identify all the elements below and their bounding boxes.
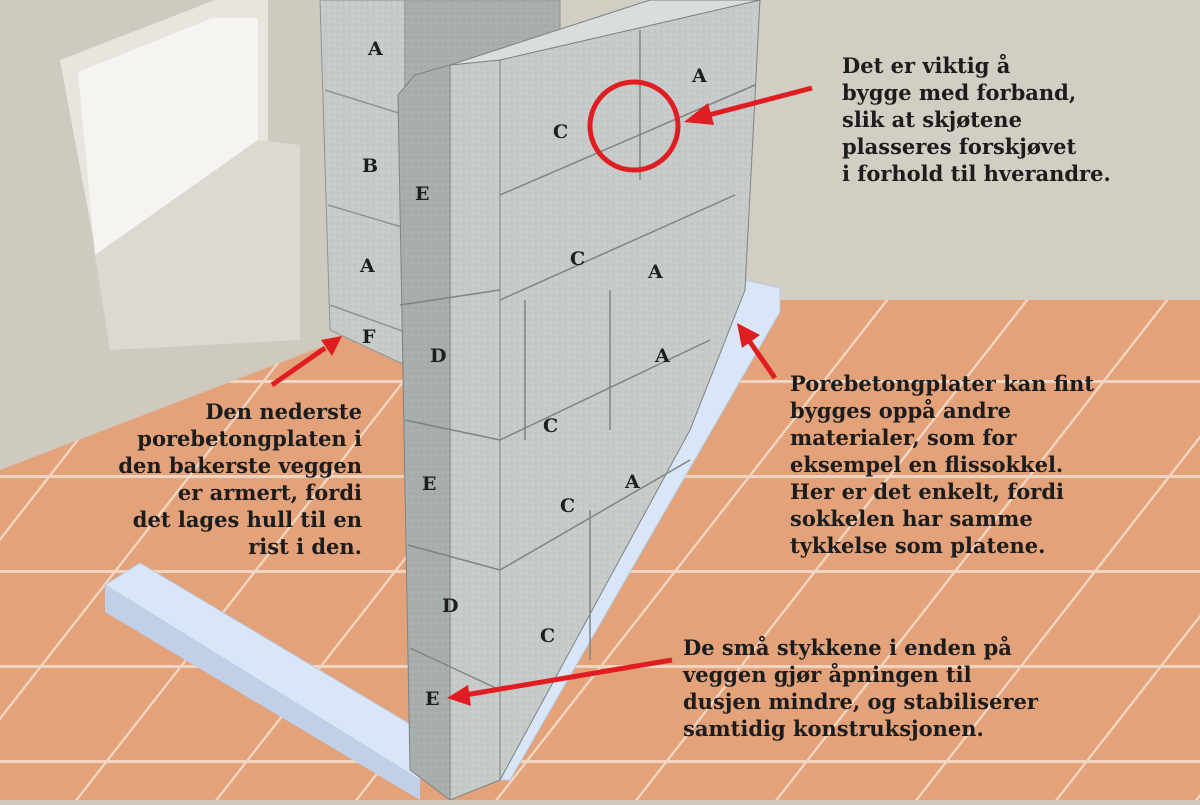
annotation-line: den bakerste veggen <box>118 453 362 478</box>
block-letter: C <box>543 415 559 437</box>
block-letter: C <box>570 248 586 270</box>
block-letter: A <box>360 255 375 277</box>
annotation-line: eksempel en flissokkel. <box>790 452 1064 477</box>
annotation-top <box>842 52 1111 187</box>
back-wall <box>320 0 405 365</box>
annotation-left <box>80 398 362 560</box>
annotation-line: materialer, som for <box>790 425 1017 450</box>
block-letter: D <box>430 345 447 367</box>
annotation-line: slik at skjøtene <box>842 107 1022 132</box>
annotation-line: Det er viktig å <box>842 53 1011 78</box>
annotation-line: porebetongplaten i <box>137 426 362 451</box>
annotation-line: De små stykkene i enden på <box>683 635 1012 660</box>
annotation-line: Porebetongplater kan fint <box>790 371 1095 396</box>
block-letter: A <box>655 345 670 367</box>
block-letter: A <box>692 65 707 87</box>
block-letter: C <box>540 625 556 647</box>
annotation-line: bygge med forband, <box>842 80 1077 105</box>
annotation-line: i forhold til hverandre. <box>842 161 1111 186</box>
block-letter: E <box>425 688 440 710</box>
annotation-line: Den nederste <box>205 399 362 424</box>
annotation-line: tykkelse som platene. <box>790 533 1046 558</box>
annotation-line: er armert, fordi <box>177 480 362 505</box>
block-letter: C <box>553 121 569 143</box>
annotation-line: rist i den. <box>248 534 362 559</box>
block-letter: A <box>368 38 383 60</box>
block-letter: D <box>442 595 459 617</box>
block-letter: B <box>362 155 379 177</box>
annotation-line: sokkelen har samme <box>790 506 1033 531</box>
block-letter: A <box>625 471 640 493</box>
block-letter: F <box>362 326 376 348</box>
block-letter: E <box>422 473 437 495</box>
block-letter: E <box>415 183 430 205</box>
annotation-line: bygges oppå andre <box>790 398 1012 423</box>
block-letter: A <box>648 261 663 283</box>
annotation-line: Her er det enkelt, fordi <box>790 479 1064 504</box>
annotation-line: dusjen mindre, og stabiliserer <box>683 689 1038 714</box>
annotation-line: det lages hull til en <box>132 507 362 532</box>
annotation-right <box>790 370 1094 559</box>
annotation-line: samtidig konstruksjonen. <box>683 716 984 741</box>
annotation-bottom <box>683 634 1038 742</box>
block-letter: C <box>560 495 576 517</box>
annotation-line: plasseres forskjøvet <box>842 134 1077 159</box>
annotation-line: veggen gjør åpningen til <box>683 662 972 687</box>
